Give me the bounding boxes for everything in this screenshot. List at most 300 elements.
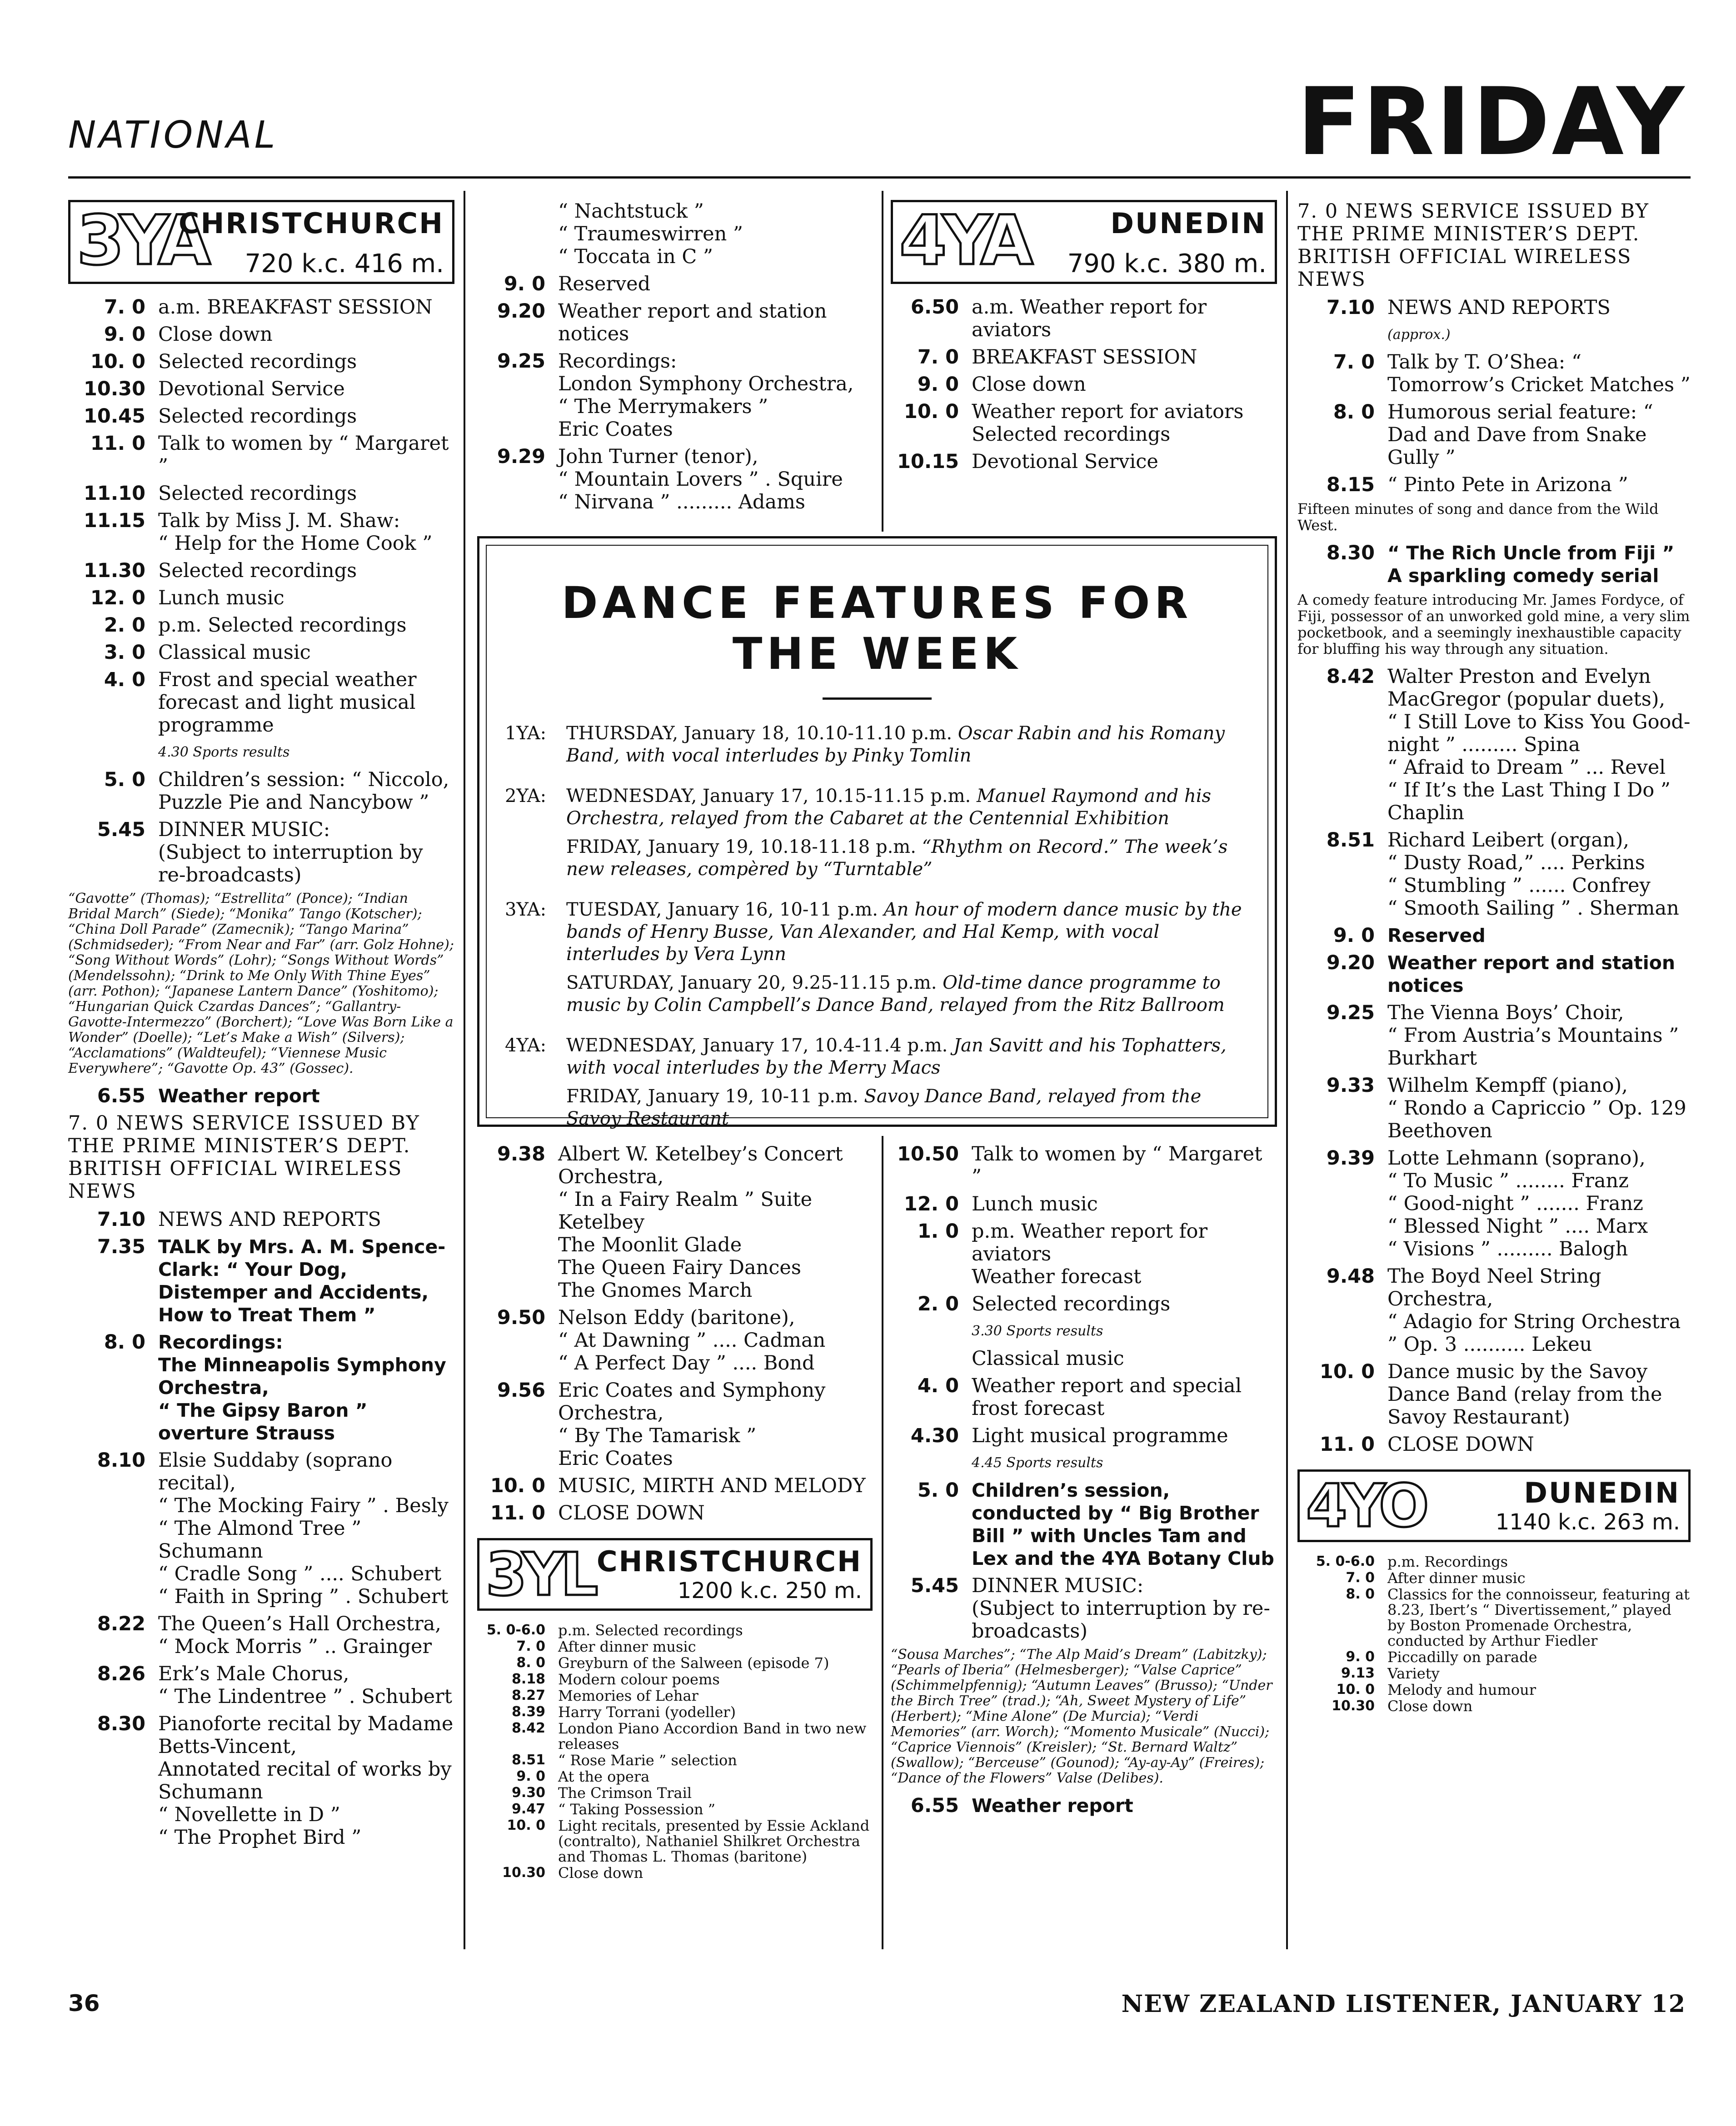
station-frequency: 1140 k.c. 263 m. (1495, 1509, 1680, 1535)
program-title: Classical music (158, 641, 311, 664)
program-entry (891, 296, 1277, 341)
program-title: Erk’s Male Chorus, “ The Lindentree ” . Schubert (158, 1663, 452, 1708)
program-entry (477, 1672, 873, 1687)
station-call: 4YA (899, 201, 1029, 280)
program-entry (477, 1639, 873, 1654)
program-entry (68, 741, 454, 764)
program-title: Selected recordings (158, 405, 357, 428)
dance-features-title: DANCE FEATURES FOR THE WEEK (561, 578, 1193, 679)
program-entry (477, 1143, 873, 1302)
program-entry (68, 818, 454, 886)
program-list (1297, 1554, 1691, 1714)
broadcast-description: Jan Savitt and his Tophatters, with vocal interludes by the Merry Macs (566, 1035, 1227, 1078)
program-title: The Vienna Boys’ Choir, “ From Austria’s Mountains ” Burkhart (1387, 1001, 1679, 1070)
divider (823, 697, 932, 700)
program-entry (1297, 1074, 1691, 1142)
program-title: Nelson Eddy (baritone), “ At Dawning ” .... Cadman “ A Perfect Day ” .... Bond (558, 1306, 826, 1374)
broadcast-description: Oscar Rabin and his Romany Band, with vocal interludes by Pinky Tomlin (566, 723, 1225, 766)
column-3ya (68, 200, 454, 1853)
page-number: 36 (68, 1990, 100, 2016)
program-time: 8. 0 (104, 1331, 145, 1354)
program-time: 10.45 (83, 405, 145, 428)
dance-feature-line (566, 1035, 1249, 1079)
program-time: 12. 0 (90, 587, 145, 609)
station-frequency: 790 k.c. 380 m. (1067, 249, 1267, 279)
column-divider (882, 191, 883, 532)
program-list (891, 1143, 1277, 1643)
program-entry (1297, 1360, 1691, 1429)
program-title: “ Rose Marie ” selection (558, 1752, 737, 1769)
program-title: Memories of Lehar (558, 1687, 698, 1704)
program-time: 10.30 (502, 1865, 545, 1881)
program-time: 10.50 (897, 1143, 959, 1165)
program-entry (1297, 1570, 1691, 1586)
program-time: 6.50 (910, 296, 959, 319)
program-time (891, 1320, 972, 1343)
program-entry (891, 1479, 1277, 1570)
program-entry (477, 1865, 873, 1881)
broadcast-description: “Rhythm on Record.” The week’s new releases, compèred by “Turntable” (566, 836, 1228, 880)
program-entry (1297, 951, 1691, 997)
program-title: “ The Rich Uncle from Fiji ” A sparkling comedy serial (1387, 542, 1675, 587)
program-title: Classical music (972, 1347, 1124, 1370)
program-time: 8.30 (97, 1713, 145, 1735)
program-time: 9.29 (497, 445, 545, 468)
program-title: Weather report for aviators Selected recordings (972, 400, 1244, 446)
column-3ya-cont (477, 200, 873, 518)
program-title: London Piano Accordion Band in two new releases (558, 1720, 867, 1753)
broadcast-time: FRIDAY, January 19, 10.18-11.18 p.m. (566, 836, 916, 857)
program-time: 7.10 (1326, 296, 1375, 319)
program-entry (891, 1193, 1277, 1215)
program-entry (68, 1613, 454, 1658)
program-time: 9. 0 (516, 1768, 545, 1784)
program-entry (68, 1331, 454, 1444)
program-entry (891, 1424, 1277, 1447)
program-time: 11. 0 (90, 432, 145, 455)
program-title: Walter Preston and Evelyn MacGregor (popular duets), “ I Still Love to Kiss You Good-night ” ......... Spina “ Afraid to Dream ” ... Revel “ If It’s the Last Thing I Do ” Chaplin (1387, 665, 1691, 824)
program-title: Albert W. Ketelbey’s Concert Orchestra, “ In a Fairy Realm ” Suite Ketelbey The Moonlit Glade The Queen Fairy Dances The Gnomes March (558, 1143, 843, 1302)
station-banner-4ya (891, 200, 1277, 284)
program-title: Frost and special weather forecast and light musical programme (158, 668, 417, 737)
program-entry (1297, 401, 1691, 469)
program-entry (477, 1379, 873, 1470)
program-time: 9.25 (497, 350, 545, 373)
program-title: Lotte Lehmann (soprano), “ To Music ” ........ Franz “ Good-night ” ....... Franz “ Blessed Night ” .... Marx “ Visions ” ......... Balogh (1387, 1147, 1648, 1260)
program-entry (68, 509, 454, 555)
program-title: Pianoforte recital by Madame Betts-Vincent, Annotated recital of works by Schumann “ Novellette in D ” “ The Prophet Bird ” (158, 1713, 454, 1849)
program-title: BREAKFAST SESSION (972, 346, 1197, 368)
sports-results-note: 4.45 Sports results (972, 1455, 1103, 1471)
program-entry (68, 405, 454, 428)
program-entry (1297, 1147, 1691, 1260)
program-entry (891, 450, 1277, 473)
program-time: 11.10 (83, 482, 145, 505)
station-banner-3yl (477, 1538, 873, 1611)
program-title: Classics for the connoisseur, featuring at 8.23, Ibert’s “ Divertissement,” played by Boston Promenade Orchestra, conducted by Arthur Fiedler (1387, 1586, 1690, 1649)
program-title: Weather report and special frost forecast (972, 1374, 1242, 1420)
program-time: 8. 0 (1346, 1586, 1375, 1602)
program-time: 4. 0 (104, 668, 145, 691)
program-entry (68, 559, 454, 582)
program-entry (68, 296, 454, 319)
program-entry (68, 1663, 454, 1708)
program-note: A comedy feature introducing Mr. James Fordyce, of Fiji, possessor of an unworked gold mine, a very slim pocketbook, and a seemingly inexhaustible capacity for bluffing his way through any situation. (1297, 591, 1690, 657)
program-list (1297, 665, 1691, 1456)
program-entry (1297, 324, 1691, 346)
station-call: 3YA (77, 201, 206, 280)
day-title: FRIDAY (1297, 68, 1686, 176)
program-time: 10. 0 (903, 400, 959, 423)
program-time: 9.13 (1341, 1665, 1375, 1681)
dance-feature-item (505, 722, 1249, 773)
program-title: Children’s session: “ Niccolo, Puzzle Pie and Nancybow ” (158, 768, 449, 814)
program-title: Children’s session, conducted by “ Big Brother Bill ” with Uncles Tam and Lex and the 4YA Botany Club (972, 1479, 1274, 1569)
station-city: DUNEDIN (1524, 1476, 1680, 1509)
program-time: 8.22 (97, 1613, 145, 1635)
program-title: The Boyd Neel String Orchestra, “ Adagio for String Orchestra ” Op. 3 .......... Lekeu (1387, 1265, 1681, 1356)
broadcast-description: Savoy Dance Band, relayed from the Savoy Restaurant (566, 1086, 1202, 1129)
program-entry (477, 273, 873, 295)
program-time: 10. 0 (1319, 1360, 1375, 1383)
station-call: 4YO (1306, 1471, 1425, 1540)
program-time (891, 1347, 972, 1370)
program-entry (68, 641, 454, 664)
program-time: 8.18 (511, 1671, 545, 1687)
program-title: Close down (158, 323, 273, 346)
program-time: 7. 0 (104, 296, 145, 319)
program-title: Greyburn of the Salween (episode 7) (558, 1654, 829, 1672)
program-title: Talk to women by “ Margaret ” (972, 1143, 1262, 1188)
program-entry (68, 1449, 454, 1608)
program-time: 9.47 (511, 1801, 545, 1817)
program-list (477, 1623, 873, 1881)
program-time (68, 741, 158, 764)
program-entry (477, 1818, 873, 1864)
program-time: 9.50 (497, 1306, 545, 1329)
program-time: 8.42 (1326, 665, 1375, 688)
program-entry (891, 1143, 1277, 1188)
program-title: After dinner music (1387, 1569, 1526, 1587)
program-time: 9.56 (497, 1379, 545, 1402)
program-title: p.m. Selected recordings (558, 1622, 743, 1639)
program-entry (891, 1452, 1277, 1474)
publication-footer: NEW ZEALAND LISTENER, JANUARY 12 (1121, 1990, 1686, 2018)
program-title: Talk by Miss J. M. Shaw: “ Help for the Home Cook ” (158, 509, 433, 555)
program-title: CLOSE DOWN (1387, 1433, 1534, 1456)
program-entry (477, 1802, 873, 1817)
program-title: “ Pinto Pete in Arizona ” (1387, 473, 1628, 496)
program-entry (1297, 473, 1691, 496)
broadcast-time: FRIDAY, January 19, 10-11 p.m. (566, 1086, 858, 1107)
broadcast-time: SATURDAY, January 20, 9.25-11.15 p.m. (566, 972, 937, 993)
column-4ya-evening (1297, 200, 1691, 1715)
program-title: Selected recordings (972, 1293, 1171, 1315)
station-call: 3YL (486, 1540, 594, 1609)
program-time: 6.55 (97, 1085, 145, 1107)
program-time: 11.15 (83, 509, 145, 532)
station-label: 3YA: (505, 899, 547, 920)
program-title: “ Nachtstuck ” “ Traumeswirren ” “ Toccata in C ” (558, 200, 743, 268)
program-entry (891, 346, 1277, 368)
program-title: Wilhelm Kempff (piano), “ Rondo a Capriccio ” Op. 129 Beethoven (1387, 1074, 1686, 1142)
program-time: 10. 0 (90, 350, 145, 373)
news-service: 7. 0 NEWS SERVICE ISSUED BY THE PRIME MINISTER’S DEPT. BRITISH OFFICIAL WIRELESS NEWS (1297, 200, 1649, 291)
program-title: The Queen’s Hall Orchestra, “ Mock Morris ” .. Grainger (158, 1613, 441, 1658)
program-entry (68, 350, 454, 373)
program-time: 8.51 (511, 1752, 545, 1768)
program-time: 7.10 (97, 1208, 145, 1231)
broadcast-time: WEDNESDAY, January 17, 10.15-11.15 p.m. (566, 786, 971, 807)
program-entry (477, 445, 873, 513)
station-label: 2YA: (505, 786, 547, 807)
program-title: At the opera (558, 1768, 650, 1785)
dance-feature-line (566, 972, 1249, 1016)
program-time: 1. 0 (917, 1220, 959, 1243)
program-time: 9.39 (1326, 1147, 1375, 1170)
program-time: 8.30 (1326, 542, 1375, 564)
station-label: 4YA: (505, 1035, 547, 1056)
program-time: 9. 0 (504, 273, 545, 295)
program-time: 8.15 (1326, 473, 1375, 496)
program-entry (1297, 1682, 1691, 1698)
program-entry (477, 1785, 873, 1801)
program-entry (68, 587, 454, 609)
program-time: 11. 0 (1319, 1433, 1375, 1456)
program-title: Devotional Service (972, 450, 1158, 473)
station-banner-3ya (68, 200, 454, 284)
program-entry (1297, 1649, 1691, 1665)
column-divider (882, 1136, 883, 1949)
program-title: Selected recordings (158, 482, 357, 505)
program-title: Variety (1387, 1665, 1440, 1682)
dance-feature-item (505, 899, 1249, 1023)
program-entry (891, 373, 1277, 396)
program-time: 5.45 (910, 1574, 959, 1597)
program-entry (1297, 1666, 1691, 1681)
program-time: 2. 0 (917, 1293, 959, 1315)
broadcast-description: Old-time dance programme to music by Colin Campbell’s Dance Band, relayed from the Ritz Ballroom (566, 972, 1225, 1016)
column-4ya-late (891, 1143, 1277, 1822)
program-entry (477, 1688, 873, 1703)
dance-feature-details (566, 1035, 1249, 1136)
dance-feature-item (505, 1035, 1249, 1136)
section-label: NATIONAL (68, 114, 278, 157)
program-time: 8. 0 (516, 1655, 545, 1671)
program-time: 7.35 (97, 1235, 145, 1258)
program-time: 6.55 (910, 1794, 959, 1817)
program-title: Melody and humour (1387, 1681, 1536, 1698)
program-title: Lunch music (972, 1193, 1098, 1215)
program-title: p.m. Selected recordings (158, 614, 407, 637)
program-title: Elsie Suddaby (soprano recital), “ The Mocking Fairy ” . Besly “ The Almond Tree ” Schumann “ Cradle Song ” .... Schubert “ Faith in Spring ” . Schubert (158, 1449, 449, 1608)
program-entry (68, 668, 454, 737)
dance-feature-line (566, 899, 1249, 966)
program-entry (1297, 1698, 1691, 1714)
broadcast-time: WEDNESDAY, January 17, 10.4-11.4 p.m. (566, 1035, 948, 1056)
program-time: 9. 0 (1333, 924, 1375, 947)
program-entry (1297, 1554, 1691, 1569)
program-title: a.m. Weather report for aviators (972, 296, 1207, 341)
program-title: “ Taking Possession ” (558, 1801, 716, 1818)
program-time: 10. 0 (490, 1474, 545, 1497)
program-time: 8.42 (511, 1720, 545, 1736)
program-time: 5. 0 (104, 768, 145, 791)
program-entry (477, 1753, 873, 1768)
program-entry (1297, 665, 1691, 824)
broadcast-description: An hour of modern dance music by the bands of Henry Busse, Van Alexander, and Hal Kemp, with vocal interludes by Vera Lynn (566, 899, 1242, 965)
program-time: 7. 0 (1346, 1570, 1375, 1586)
program-entry (891, 400, 1277, 446)
program-entry (68, 323, 454, 346)
program-title: Talk to women by “ Margaret ” (158, 432, 449, 478)
program-title: Close down (558, 1864, 644, 1882)
program-time: 9. 0 (917, 373, 959, 396)
program-title: Weather report (972, 1795, 1133, 1817)
program-entry (1297, 1001, 1691, 1070)
program-list (68, 296, 454, 886)
program-entry (1297, 1265, 1691, 1356)
program-list (1297, 296, 1691, 496)
station-city: CHRISTCHURCH (596, 1545, 862, 1578)
program-time: 7. 0 (1333, 351, 1375, 373)
program-title: Talk by T. O’Shea: “ Tomorrow’s Cricket Matches ” (1387, 351, 1691, 396)
dance-feature-details (566, 785, 1249, 887)
program-entry (1297, 296, 1691, 319)
program-time: 8.26 (97, 1663, 145, 1685)
program-time (891, 1452, 972, 1474)
program-time: 9.20 (497, 300, 545, 323)
program-title: Weather report and station notices (1387, 952, 1676, 996)
program-time (1297, 324, 1387, 346)
program-time: 11.30 (83, 559, 145, 582)
program-title: The Crimson Trail (558, 1784, 692, 1802)
program-title: Eric Coates and Symphony Orchestra, “ By The Tamarisk ” Eric Coates (558, 1379, 826, 1470)
program-entry (477, 300, 873, 345)
program-entry (891, 1220, 1277, 1288)
program-list (891, 296, 1277, 473)
program-time: 9.48 (1326, 1265, 1375, 1288)
program-entry (1297, 829, 1691, 920)
program-entry (68, 482, 454, 505)
program-title: Light musical programme (972, 1424, 1228, 1447)
program-title: Weather report and station notices (558, 300, 827, 345)
program-title: Selected recordings (158, 350, 357, 373)
dance-feature-line (566, 1085, 1249, 1130)
news-service: 7. 0 NEWS SERVICE ISSUED BY THE PRIME MINISTER’S DEPT. BRITISH OFFICIAL WIRELESS NEWS (68, 1112, 420, 1203)
program-time: 9.33 (1326, 1074, 1375, 1097)
program-entry (891, 1320, 1277, 1343)
program-entry (1297, 351, 1691, 396)
sports-results-note: 3.30 Sports results (972, 1323, 1103, 1339)
program-title: p.m. Recordings (1387, 1553, 1508, 1570)
program-entry (477, 1474, 873, 1497)
station-city: DUNEDIN (1110, 207, 1267, 240)
column-4ya (891, 200, 1277, 478)
program-time: 9. 0 (1346, 1649, 1375, 1665)
program-time: 10.30 (1332, 1698, 1375, 1714)
program-entry (1297, 1433, 1691, 1456)
program-entry (68, 614, 454, 637)
program-time: 10.15 (897, 450, 959, 473)
dance-features-box (477, 536, 1277, 1127)
program-title: Devotional Service (158, 378, 345, 400)
program-title: Light recitals, presented by Essie Ackland (contralto), Nathaniel Shilkret Orchestra and Thomas L. Thomas (baritone) (558, 1817, 870, 1865)
program-entry (1297, 542, 1691, 587)
program-title: NEWS AND REPORTS (1387, 296, 1611, 319)
program-entry (477, 1623, 873, 1638)
program-time: 9.30 (511, 1785, 545, 1801)
program-time: 8.27 (511, 1688, 545, 1703)
program-time: 4. 0 (917, 1374, 959, 1397)
program-title: Harry Torrani (yodeller) (558, 1703, 736, 1721)
program-time: 9.38 (497, 1143, 545, 1165)
broadcast-time: THURSDAY, January 18, 10.10-11.10 p.m. (566, 723, 953, 744)
program-time: 7. 0 (917, 346, 959, 368)
station-frequency: 720 k.c. 416 m. (244, 249, 444, 279)
program-time: 5. 0-6.0 (1316, 1553, 1375, 1569)
column-divider (464, 191, 465, 1949)
dance-features-list (505, 722, 1249, 1136)
program-entry (477, 1704, 873, 1720)
program-time: 5.45 (97, 818, 145, 841)
program-entry (68, 1208, 454, 1231)
program-entry (891, 1794, 1277, 1817)
program-title: Close down (972, 373, 1086, 396)
program-entry (477, 1502, 873, 1524)
program-time: 11. 0 (490, 1502, 545, 1524)
station-city: CHRISTCHURCH (178, 207, 444, 240)
program-title: Reserved (558, 273, 651, 295)
program-entry (68, 1713, 454, 1849)
program-entry (68, 768, 454, 814)
dance-feature-details (566, 722, 1249, 773)
program-entry (477, 1655, 873, 1671)
program-time: 9.25 (1326, 1001, 1375, 1024)
station-frequency: 1200 k.c. 250 m. (677, 1578, 862, 1603)
program-title: Recordings: The Minneapolis Symphony Orchestra, “ The Gipsy Baron ” overture Strauss (158, 1331, 446, 1444)
program-entry (891, 1347, 1277, 1370)
program-entry (68, 1085, 454, 1107)
program-time: 10. 0 (1336, 1682, 1375, 1698)
program-time: 8.39 (511, 1704, 545, 1720)
program-entry (1297, 1587, 1691, 1648)
sports-results-note: 4.30 Sports results (158, 744, 290, 760)
program-list (477, 1143, 873, 1524)
program-title: Piccadilly on parade (1387, 1648, 1537, 1666)
program-title: Modern colour poems (558, 1671, 720, 1688)
program-title: Lunch music (158, 587, 284, 609)
program-time (477, 200, 558, 268)
program-title: DINNER MUSIC: (Subject to interruption by re-broadcasts) (972, 1574, 1270, 1643)
program-title: p.m. Weather report for aviators Weather forecast (972, 1220, 1208, 1288)
program-time: 2. 0 (104, 614, 145, 637)
dinner-music-list: “Sousa Marches”; “The Alp Maid’s Dream” (Labitzky); “Pearls of Iberia” (Helmesberger); “Valse Caprice” (Schimmelpfennig); “Autumn Leaves” (Brusso); “Under the Birch Tree” (trad.); “Ah, Sweet Mystery of Life” (Herbert); “Mine Alone” (De Murcia); “Verdi Memories” (arr. Worch); “Momento Musicale” (Nucci); “Caprice Viennois” (Kreisler); “St. Bernard Waltz” (Swallow); “Berceuse” (Gounod); “Ay-ay-Ay” (Freires); “Dance of the Flowers” Valse (Delibes). (891, 1647, 1272, 1786)
program-time: 10. 0 (507, 1817, 545, 1833)
program-time: 7. 0 (516, 1638, 545, 1654)
program-entry (891, 1374, 1277, 1420)
program-title: Richard Leibert (organ), “ Dusty Road,” .... Perkins “ Stumbling ” ...... Confrey “ Smooth Sailing ” . Sherman (1387, 829, 1679, 920)
program-time: 8. 0 (1333, 401, 1375, 423)
dinner-music-list: “Gavotte” (Thomas); “Estrellita” (Ponce); “Indian Bridal March” (Siede); “Monika” Tango (Kotscher); “China Doll Parade” (Zamecnik); “Tango Marina” (Schmidseder); “From Near and Far” (arr. Golz Hohne); “Song Without Words” (Lohr); “Songs Without Words” (Mendelssohn); “Drink to Me Only With Thine Eyes” (arr. Pothon); “Japanese Lantern Dance” (Yoshitomo); “Hungarian Quick Czardas Dances”; “Gallantry-Gavotte-Intermezzo” (Borchert); “Love Was Born Like a Wonder” (Doelle); “Let’s Make a Wish” (Silvers); “Acclamations” (Waldteufel); “Viennese Music Everywhere”; “Gavotte Op. 43” (Gossec). (68, 891, 454, 1076)
program-entry (891, 1574, 1277, 1643)
program-time: 5. 0-6.0 (486, 1622, 545, 1638)
broadcast-description: Manuel Raymond and his Orchestra, relayed from the Cabaret at the Centennial Exhibition (566, 786, 1212, 829)
program-list (477, 200, 873, 513)
program-note: Fifteen minutes of song and dance from the Wild West. (1297, 500, 1659, 534)
program-title: Selected recordings (158, 559, 357, 582)
column-divider (1286, 191, 1288, 1949)
